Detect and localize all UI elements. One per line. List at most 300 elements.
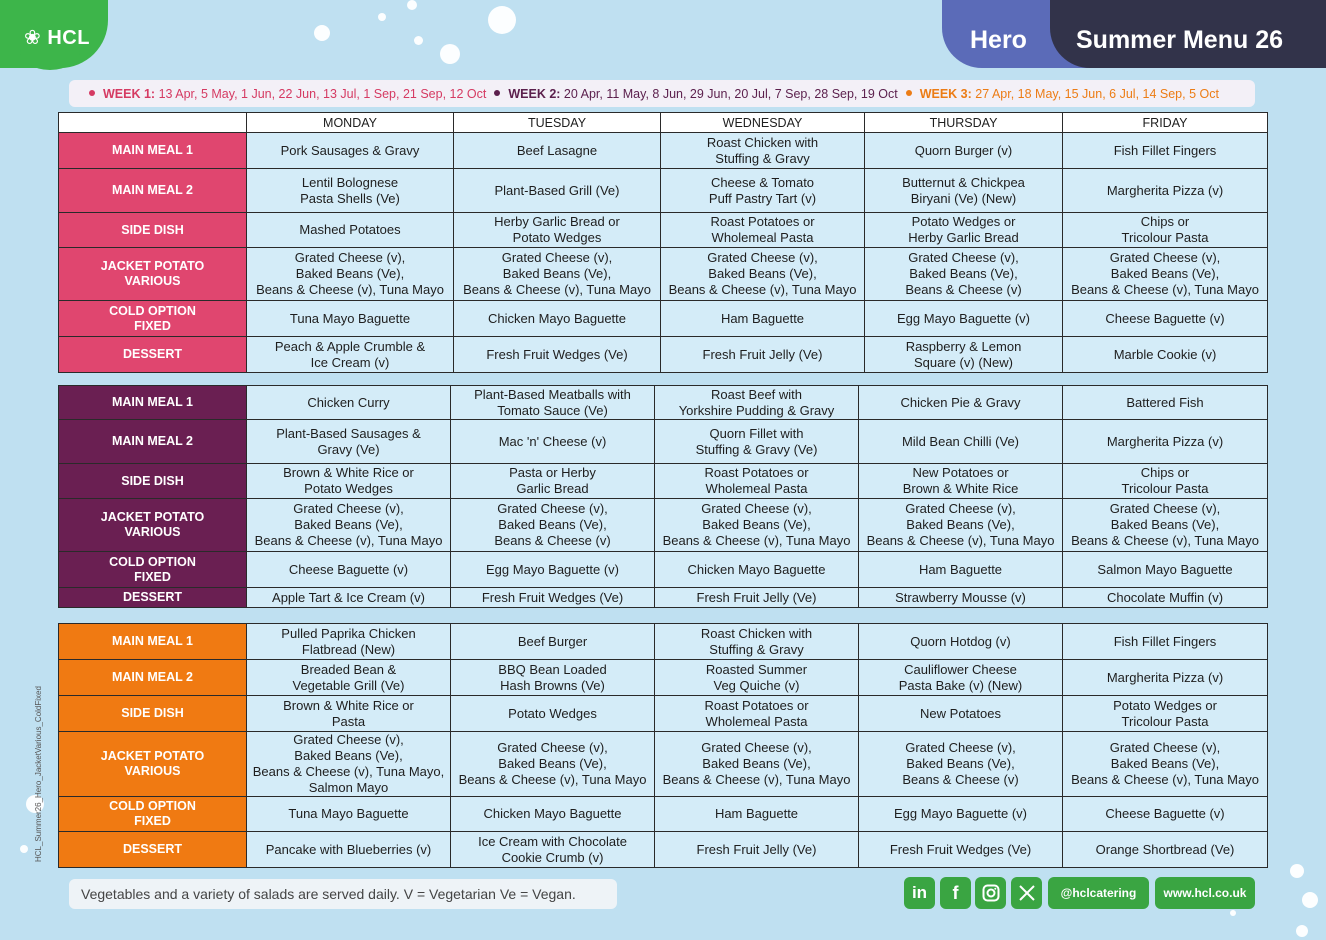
cell-line: Grated Cheese (v), [293, 501, 404, 516]
tuesday-dessert-cell [451, 588, 655, 608]
monday-side-dish-cell [247, 464, 451, 499]
facebook-button[interactable] [940, 877, 971, 909]
cell-line: Tricolour Pasta [1121, 230, 1209, 245]
week-label: WEEK 3: [919, 86, 972, 101]
tuesday-jacket-potato-cell [454, 248, 661, 301]
thursday-jacket-potato-cell [859, 499, 1063, 552]
day-header: THURSDAY [865, 113, 1063, 133]
cell-line: Fresh Fruit Wedges (Ve) [486, 346, 628, 362]
instagram-icon [982, 884, 1000, 902]
cell-line: FIXED [134, 569, 171, 584]
monday-cold-option-cell [247, 797, 451, 832]
tuesday-jacket-potato-cell [451, 499, 655, 552]
cell-line: Chicken Mayo Baguette [483, 806, 622, 821]
cell-line: Beans & Cheese (v), Tuna Mayo [1071, 282, 1259, 297]
cell-line: Marble Cookie (v) [1113, 346, 1217, 362]
friday-cold-option-cell [1063, 797, 1268, 832]
cell-line: Potato Wedges [304, 481, 393, 496]
cell-line: Beef Lasagne [516, 142, 598, 158]
cell-line: VARIOUS [124, 764, 181, 778]
decorative-bubble [440, 44, 460, 64]
monday-main-meal-2-cell [247, 660, 451, 696]
cell-line: Ice Cream with Chocolate [478, 833, 627, 849]
row-label [59, 301, 247, 337]
tuesday-main-meal-1-cell [451, 386, 655, 420]
cell-line: Battered Fish [1126, 394, 1204, 410]
cell-line: Fresh Fruit Jelly (Ve) [696, 841, 817, 857]
wednesday-main-meal-1-cell [655, 624, 859, 660]
friday-main-meal-1-cell [1063, 624, 1268, 660]
cell-line: Chicken Mayo Baguette [687, 561, 826, 577]
main-meal-1-row [59, 133, 1268, 169]
cell-line: VARIOUS [124, 274, 181, 288]
monday-main-meal-2-cell [247, 169, 454, 213]
cell-line: Wholemeal Pasta [705, 713, 808, 729]
cell-line: Grated Cheese (v), [905, 501, 1016, 516]
cell-line: Ham Baguette [720, 310, 805, 326]
cell-line: Grated Cheese (v), [497, 501, 608, 516]
cell-line: Wholemeal Pasta [711, 230, 814, 245]
linkedin-button[interactable] [904, 877, 935, 909]
wednesday-side-dish-cell [655, 464, 859, 499]
monday-side-dish-cell [247, 696, 451, 732]
row-label [59, 169, 247, 213]
cell-line: Roast Chicken with [700, 625, 813, 641]
wednesday-dessert-cell [655, 832, 859, 868]
cell-line: Vegetable Grill (Ve) [292, 677, 405, 693]
cell-line: Stuffing & Gravy (Ve) [695, 441, 818, 457]
cell-line: Biryani (Ve) (New) [910, 190, 1017, 206]
thursday-jacket-potato-cell [865, 248, 1063, 301]
cell-line: Cheese Baguette (v) [288, 561, 409, 577]
wednesday-jacket-potato-cell [661, 248, 865, 301]
cell-line: Stuffing & Gravy [715, 150, 810, 166]
monday-main-meal-2-cell [247, 420, 451, 464]
cell-line: VARIOUS [124, 525, 181, 539]
row-label [59, 588, 247, 608]
tuesday-side-dish-cell [454, 213, 661, 248]
cell-line: COLD OPTION [109, 303, 196, 318]
wednesday-main-meal-2-cell [661, 169, 865, 213]
friday-cold-option-cell [1063, 301, 1268, 337]
side-dish-row [59, 213, 1268, 248]
logo-text: HCL [47, 27, 90, 49]
cell-line: Beans & Cheese (v), Tuna Mayo [256, 282, 444, 297]
cell-line: Ice Cream (v) [310, 354, 390, 370]
cell-line: Beans & Cheese (v), Tuna Mayo [668, 282, 857, 297]
dietary-note: Vegetables and a variety of salads are served daily. V = Vegetarian Ve = Vegan. [69, 879, 617, 909]
cold-option-row [59, 552, 1268, 588]
cell-line: Grated Cheese (v), [293, 732, 404, 747]
cell-line: MAIN MEAL 2 [111, 434, 194, 448]
thursday-cold-option-cell [865, 301, 1063, 337]
cell-line: MAIN MEAL 1 [111, 143, 194, 157]
cell-line: Baked Beans (Ve), [294, 748, 403, 763]
instagram-button[interactable] [975, 877, 1006, 909]
cell-line: Salmon Mayo [308, 780, 389, 795]
facebook-icon: f [952, 882, 959, 903]
cell-line: Beans & Cheese (v) [494, 533, 611, 548]
jacket-potato-row [59, 732, 1268, 797]
thursday-main-meal-2-cell [865, 169, 1063, 213]
monday-dessert-cell [247, 588, 451, 608]
menu-header-tab [1050, 0, 1326, 68]
week-2-legend [494, 87, 897, 101]
cell-line: Baked Beans (Ve), [708, 266, 817, 281]
cell-line: Yorkshire Pudding & Gravy [678, 402, 835, 418]
row-label [59, 248, 247, 301]
cell-line: Ham Baguette [714, 806, 799, 821]
main-meal-1-row [59, 386, 1268, 420]
cell-line: Garlic Bread [516, 481, 589, 496]
friday-main-meal-2-cell [1063, 420, 1268, 464]
cell-line: Egg Mayo Baguette (v) [897, 310, 1030, 326]
decorative-bubble [414, 36, 423, 45]
cell-line: Fresh Fruit Jelly (Ve) [702, 346, 823, 362]
cell-line: Herby Garlic Bread or [494, 214, 620, 229]
hcl-logo [24, 25, 90, 50]
cell-line: Flatbread (New) [301, 641, 396, 657]
cold-option-row [59, 797, 1268, 832]
tuesday-main-meal-1-cell [454, 133, 661, 169]
wednesday-dessert-cell [655, 588, 859, 608]
cell-line: Beans & Cheese (v), Tuna Mayo [254, 533, 443, 548]
cell-line: Tomato Sauce (Ve) [497, 402, 608, 418]
row-label [59, 696, 247, 732]
cell-line: Margherita Pizza (v) [1106, 182, 1224, 198]
week-dates: 27 Apr, 18 May, 15 Jun, 6 Jul, 14 Sep, 5 Oct [975, 86, 1219, 101]
cell-line: Chocolate Muffin (v) [1106, 589, 1224, 605]
thursday-main-meal-2-cell [859, 420, 1063, 464]
friday-cold-option-cell [1063, 552, 1268, 588]
cold-option-row [59, 301, 1268, 337]
wednesday-main-meal-2-cell [655, 420, 859, 464]
cell-line: Beans & Cheese (v) [902, 772, 1019, 787]
decorative-bubble [378, 13, 386, 21]
cell-line: Brown & White Rice [902, 481, 1019, 496]
friday-main-meal-1-cell [1063, 386, 1268, 420]
thursday-cold-option-cell [859, 797, 1063, 832]
tuesday-main-meal-1-cell [451, 624, 655, 660]
side-dish-row [59, 464, 1268, 499]
cell-line: Plant-Based Sausages & [276, 425, 421, 441]
day-header-row [59, 113, 1268, 133]
wednesday-main-meal-1-cell [661, 133, 865, 169]
day-header: WEDNESDAY [661, 113, 865, 133]
dessert-row [59, 588, 1268, 608]
week-2-menu-table [58, 385, 1268, 608]
cell-line: Baked Beans (Ve), [295, 266, 405, 281]
handle-button[interactable] [1048, 877, 1149, 909]
wednesday-jacket-potato-cell [655, 732, 859, 797]
week-1-menu-table [58, 112, 1268, 373]
tuesday-dessert-cell [451, 832, 655, 868]
cell-line: Roast Chicken with [706, 134, 819, 150]
row-label [59, 624, 247, 660]
dessert-row [59, 832, 1268, 868]
cell-line: Cheese & Tomato [710, 174, 815, 190]
cell-line: Beans & Cheese (v), Tuna Mayo, [252, 764, 445, 779]
cell-line: Quorn Hotdog (v) [910, 633, 1011, 649]
jacket-potato-row [59, 248, 1268, 301]
friday-dessert-cell [1063, 337, 1268, 373]
row-label [59, 213, 247, 248]
monday-dessert-cell [247, 337, 454, 373]
cell-line: Square (v) (New) [914, 354, 1013, 370]
cell-line: Fish Fillet Fingers [1113, 142, 1217, 158]
cell-line: Pork Sausages & Gravy [280, 142, 420, 158]
cell-line: Tricolour Pasta [1121, 481, 1209, 496]
weeks-legend [69, 80, 1255, 107]
friday-main-meal-1-cell [1063, 133, 1268, 169]
cell-line: Beans & Cheese (v), Tuna Mayo [662, 772, 851, 787]
cell-line: New Potatoes [920, 705, 1001, 721]
cell-line: Chips or [1140, 465, 1190, 480]
cell-line: Baked Beans (Ve), [502, 266, 612, 281]
week-1-legend [89, 87, 486, 101]
cell-line: MAIN MEAL 2 [111, 670, 194, 684]
cell-line: Potato Wedges [508, 705, 597, 721]
cell-line: Fish Fillet Fingers [1113, 633, 1217, 649]
row-label [59, 832, 247, 868]
jacket-potato-row [59, 499, 1268, 552]
thursday-main-meal-1-cell [859, 386, 1063, 420]
week-3-menu-table [58, 623, 1268, 868]
header-blank-cell [59, 113, 247, 133]
wednesday-cold-option-cell [655, 552, 859, 588]
row-label [59, 660, 247, 696]
friday-side-dish-cell [1063, 696, 1268, 732]
monday-cold-option-cell [247, 552, 451, 588]
cell-line: Herby Garlic Bread [908, 230, 1019, 245]
cell-line: Potato Wedges or [911, 214, 1016, 229]
cell-line: Peach & Apple Crumble & [274, 338, 426, 354]
thursday-side-dish-cell [859, 696, 1063, 732]
cell-line: Fresh Fruit Jelly (Ve) [696, 589, 817, 605]
monday-jacket-potato-cell [247, 248, 454, 301]
cell-line: Grated Cheese (v), [1109, 740, 1221, 755]
cell-line: Tricolour Pasta [1121, 713, 1209, 729]
row-label [59, 337, 247, 373]
cell-line: MAIN MEAL 1 [111, 395, 194, 409]
cell-line: Quorn Fillet with [709, 425, 804, 441]
friday-jacket-potato-cell [1063, 499, 1268, 552]
cell-line: Fresh Fruit Wedges (Ve) [889, 841, 1032, 857]
cell-line: Pasta or Herby [509, 465, 596, 480]
thursday-main-meal-1-cell [865, 133, 1063, 169]
decorative-bubble [407, 0, 417, 10]
monday-jacket-potato-cell [247, 499, 451, 552]
cell-line: Grated Cheese (v), [701, 501, 812, 516]
x-button[interactable] [1011, 877, 1042, 909]
wednesday-side-dish-cell [661, 213, 865, 248]
cell-line: Puff Pastry Tart (v) [708, 190, 817, 206]
cell-line: Brown & White Rice or [283, 465, 414, 480]
cell-line: Pancake with Blueberries (v) [265, 841, 432, 857]
website-button[interactable] [1155, 877, 1255, 909]
cell-line: Potato Wedges [512, 230, 602, 245]
day-header: FRIDAY [1063, 113, 1268, 133]
friday-side-dish-cell [1063, 213, 1268, 248]
wednesday-jacket-potato-cell [655, 499, 859, 552]
week-label: WEEK 1: [103, 86, 156, 101]
monday-main-meal-1-cell [247, 386, 451, 420]
cell-line: DESSERT [122, 347, 183, 361]
cell-line: Egg Mayo Baguette (v) [894, 806, 1027, 821]
cell-line: Quorn Burger (v) [914, 142, 1013, 158]
cell-line: Butternut & Chickpea [902, 174, 1025, 190]
side-dish-row [59, 696, 1268, 732]
thursday-jacket-potato-cell [859, 732, 1063, 797]
tuesday-cold-option-cell [451, 552, 655, 588]
thursday-dessert-cell [865, 337, 1063, 373]
cell-line: Pulled Paprika Chicken [281, 625, 416, 641]
cell-line: Beans & Cheese (v), Tuna Mayo [662, 533, 851, 548]
thursday-cold-option-cell [859, 552, 1063, 588]
cell-line: Grated Cheese (v), [707, 250, 818, 265]
cell-line: Brown & White Rice or [283, 697, 414, 713]
cell-line: Raspberry & Lemon [905, 338, 1022, 354]
cell-line: Baked Beans (Ve), [906, 756, 1015, 771]
cell-line: Fresh Fruit Wedges (Ve) [481, 589, 624, 605]
cell-line: SIDE DISH [121, 706, 184, 720]
thursday-main-meal-2-cell [859, 660, 1063, 696]
cell-line: Grated Cheese (v), [905, 740, 1016, 755]
cell-line: Cauliflower Cheese [904, 661, 1017, 677]
cell-line: Beans & Cheese (v), Tuna Mayo [1071, 772, 1259, 787]
cell-line: SIDE DISH [121, 222, 184, 237]
cell-line: Roast Potatoes or [704, 697, 809, 713]
cell-line: MAIN MEAL 2 [111, 183, 194, 197]
cell-line: DESSERT [122, 590, 183, 604]
cell-line: Cheese Baguette (v) [1105, 806, 1225, 821]
friday-dessert-cell [1063, 832, 1268, 868]
cell-line: Pasta [331, 713, 366, 729]
monday-dessert-cell [247, 832, 451, 868]
bullet-icon [89, 90, 95, 96]
cell-line: Chips or [1140, 214, 1190, 229]
cell-line: Wholemeal Pasta [705, 481, 808, 496]
tuesday-cold-option-cell [454, 301, 661, 337]
cell-line: Grated Cheese (v), [497, 740, 608, 755]
tuesday-main-meal-2-cell [451, 420, 655, 464]
decorative-bubble [20, 845, 28, 853]
cell-line: FIXED [134, 318, 171, 333]
cell-line: Stuffing & Gravy [709, 641, 804, 657]
monday-main-meal-1-cell [247, 133, 454, 169]
monday-jacket-potato-cell [247, 732, 451, 797]
leaf-icon: ❀ [24, 27, 42, 49]
cell-line: Margherita Pizza (v) [1106, 433, 1224, 449]
cell-line: Potato Wedges or [1113, 697, 1217, 713]
cell-line: Beans & Cheese (v), Tuna Mayo [1071, 533, 1259, 548]
cell-line: Chicken Mayo Baguette [487, 310, 627, 326]
cell-line: Mashed Potatoes [299, 222, 401, 237]
cell-line: Plant-Based Meatballs with [474, 386, 631, 402]
wednesday-cold-option-cell [655, 797, 859, 832]
cell-line: Roasted Summer [705, 661, 808, 677]
cell-line: Tuna Mayo Baguette [289, 310, 411, 326]
row-label [59, 386, 247, 420]
cell-line: BBQ Bean Loaded [498, 661, 607, 677]
cell-line: Beans & Cheese (v), Tuna Mayo [463, 282, 651, 297]
friday-side-dish-cell [1063, 464, 1268, 499]
cell-line: New Potatoes or [912, 465, 1009, 480]
cell-line: Baked Beans (Ve), [1110, 266, 1220, 281]
cell-line: Egg Mayo Baguette (v) [486, 561, 619, 577]
wednesday-cold-option-cell [661, 301, 865, 337]
cell-line: Orange Shortbread (Ve) [1095, 841, 1235, 857]
thursday-side-dish-cell [859, 464, 1063, 499]
cell-line: Beef Burger [517, 633, 588, 649]
friday-dessert-cell [1063, 588, 1268, 608]
cell-line: Baked Beans (Ve), [1110, 756, 1220, 771]
cell-line: Baked Beans (Ve), [498, 756, 607, 771]
week-label: WEEK 2: [508, 86, 561, 101]
decorative-bubble [314, 25, 330, 41]
cell-line: Baked Beans (Ve), [906, 517, 1015, 532]
thursday-side-dish-cell [865, 213, 1063, 248]
cell-line: MAIN MEAL 1 [111, 634, 194, 648]
cell-line: Breaded Bean & [300, 661, 397, 677]
tuesday-main-meal-2-cell [454, 169, 661, 213]
bullet-icon [906, 90, 912, 96]
decorative-bubble [1290, 864, 1304, 878]
cell-line: Margherita Pizza (v) [1106, 669, 1224, 685]
main-meal-2-row [59, 169, 1268, 213]
cell-line: Grated Cheese (v), [501, 250, 613, 265]
cell-line: Grated Cheese (v), [1109, 501, 1221, 516]
tuesday-main-meal-2-cell [451, 660, 655, 696]
friday-main-meal-2-cell [1063, 169, 1268, 213]
tuesday-side-dish-cell [451, 696, 655, 732]
cell-line: Strawberry Mousse (v) [895, 589, 1026, 605]
wednesday-side-dish-cell [655, 696, 859, 732]
friday-jacket-potato-cell [1063, 248, 1268, 301]
row-label [59, 552, 247, 588]
dessert-row [59, 337, 1268, 373]
thursday-dessert-cell [859, 588, 1063, 608]
wednesday-main-meal-2-cell [655, 660, 859, 696]
thursday-dessert-cell [859, 832, 1063, 868]
cell-line: Pasta Bake (v) (New) [898, 677, 1023, 693]
cell-line: Beans & Cheese (v), Tuna Mayo [458, 772, 647, 787]
friday-main-meal-2-cell [1063, 660, 1268, 696]
week-dates: 20 Apr, 11 May, 8 Jun, 29 Jun, 20 Jul, 7 Sep, 28 Sep, 19 Oct [563, 86, 898, 101]
monday-cold-option-cell [247, 301, 454, 337]
cell-line: Baked Beans (Ve), [702, 517, 811, 532]
cell-line: Ham Baguette [918, 561, 1003, 577]
cell-line: Baked Beans (Ve), [294, 517, 403, 532]
hero-label: Hero [970, 26, 1027, 54]
main-meal-2-row [59, 420, 1268, 464]
cell-line: Mac 'n' Cheese (v) [498, 433, 607, 449]
cell-line: FIXED [134, 814, 171, 828]
tuesday-side-dish-cell [451, 464, 655, 499]
week-3-legend [906, 87, 1219, 101]
website-text: www.hcl.co.uk [1163, 886, 1247, 900]
row-label [59, 464, 247, 499]
cell-line: Plant-Based Grill (Ve) [494, 182, 620, 198]
day-header: MONDAY [247, 113, 454, 133]
decorative-bubble [1302, 892, 1318, 908]
wednesday-dessert-cell [661, 337, 865, 373]
bullet-icon [494, 90, 500, 96]
document-code: HCL_Summer26_Hero_JacketVarious_ColdFixed [34, 686, 43, 862]
x-icon [1018, 884, 1036, 902]
monday-side-dish-cell [247, 213, 454, 248]
cell-line: Baked Beans (Ve), [1110, 517, 1220, 532]
